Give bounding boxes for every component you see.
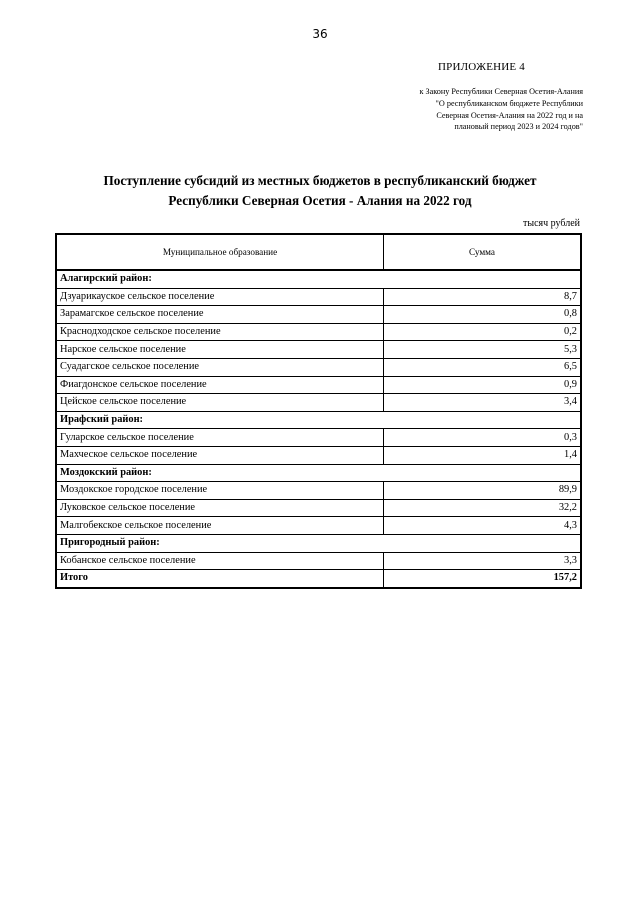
amount-value: 0,8 [384,306,582,324]
appendix-title: ПРИЛОЖЕНИЕ 4 [438,61,525,73]
municipality-name: Суадагское сельское поселение [56,358,384,376]
district-row [56,270,581,288]
table-row [56,288,581,306]
table-row [56,552,581,570]
amount-value: 32,2 [384,499,582,517]
amount-value: 6,5 [384,358,582,376]
column-header-amount: Сумма [384,234,582,270]
municipality-name: Моздокское городское поселение [56,482,384,500]
table-row [56,446,581,464]
appendix-note-line: плановый период 2023 и 2024 годов" [454,122,583,132]
amount-value: 4,3 [384,517,582,535]
municipality-name: Фиагдонское сельское поселение [56,376,384,394]
appendix-note-line: к Закону Республики Северная Осетия-Алания [419,87,583,96]
appendix-note [378,86,583,133]
amount-value: 0,2 [384,323,582,341]
municipality-name: Луковское сельское поселение [56,499,384,517]
district-row [56,464,581,482]
document-title-line: Поступление субсидий из местных бюджетов в республиканский бюджет [103,173,537,188]
amount-value: 0,3 [384,429,582,447]
table-row [56,394,581,412]
district-row [56,534,581,552]
table-row [56,341,581,359]
total-amount: 157,2 [384,570,582,588]
amount-value: 1,4 [384,446,582,464]
municipality-name: Нарское сельское поселение [56,341,384,359]
document-title-line: Республики Северная Осетия - Алания на 2022 год [168,193,472,208]
total-label: Итого [56,570,384,588]
amount-value: 3,4 [384,394,582,412]
table-row [56,499,581,517]
municipality-name: Гуларское сельское поселение [56,429,384,447]
amount-value: 0,9 [384,376,582,394]
amount-value: 5,3 [384,341,582,359]
table-header-row [56,234,581,270]
table-row [56,376,581,394]
appendix-note-line: Северная Осетия-Алания на 2022 год и на [436,110,583,120]
amount-value: 3,3 [384,552,582,570]
municipality-name: Кобанское сельское поселение [56,552,384,570]
appendix-note-line: "О республиканском бюджете Республики [435,98,583,108]
table-row [56,323,581,341]
table-row [56,358,581,376]
district-row [56,411,581,429]
municipality-name: Малгобекское сельское поселение [56,517,384,535]
municipality-name: Махческое сельское поселение [56,446,384,464]
document-title [40,171,600,211]
column-header-municipality: Муниципальное образование [56,234,384,270]
municipality-name: Дзуарикауское сельское поселение [56,288,384,306]
district-name: Ирафский район: [56,411,581,429]
total-row [56,570,581,588]
district-name: Моздокский район: [56,464,581,482]
amount-value: 8,7 [384,288,582,306]
amount-value: 89,9 [384,482,582,500]
subsidy-table [55,233,582,589]
table-body [56,270,581,588]
table-row [56,517,581,535]
unit-label: тысяч рублей [522,218,580,229]
table-row [56,306,581,324]
municipality-name: Цейское сельское поселение [56,394,384,412]
district-name: Пригородный район: [56,534,581,552]
municipality-name: Краснодходское сельское поселение [56,323,384,341]
table-row [56,429,581,447]
district-name: Алагирский район: [56,270,581,288]
municipality-name: Зарамагское сельское поселение [56,306,384,324]
table-row [56,482,581,500]
page-number: 36 [312,27,328,41]
